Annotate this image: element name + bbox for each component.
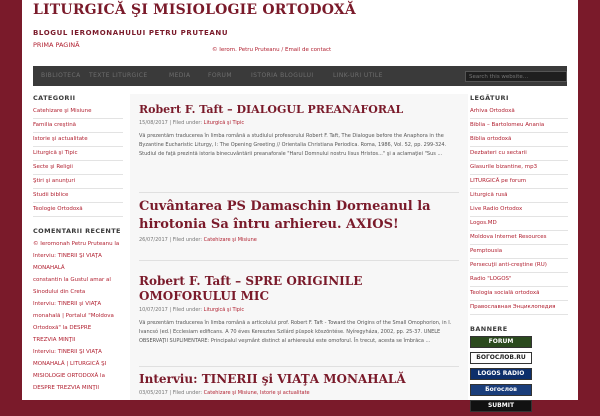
banner-forum[interactable]: FORUM [470,336,532,348]
banners-list [470,336,568,416]
post-item [139,274,461,346]
post-date: 10/07/2017 [139,307,168,313]
recent-comment-line[interactable]: © Ieromonah Petru Pruteanu la [33,241,120,247]
recent-comment-line[interactable]: Interviu: TINERII ŞI VIAŢA [33,253,102,259]
recent-comment-line[interactable]: Ortodoxă" la DESPRE [33,325,92,331]
post-divider [139,260,459,261]
recent-comment-line[interactable]: Interviu: TINERII ŞI VIAŢA [33,349,102,355]
post-item [139,198,461,243]
recent-comments-list [33,238,123,394]
post-meta: 15/08/2017 | Filed under: Liturgică şi Tipic [139,120,245,126]
link-item[interactable]: Biblia ortodoxă [470,133,568,147]
post-date: 26/07/2017 [139,237,168,243]
post-date: 03/05/2017 [139,390,168,396]
home-link[interactable]: PRIMA PAGINĂ [33,41,80,49]
post-title[interactable]: Robert F. Taft – SPRE ORIGINILE OMOFORULUI MIC [139,274,363,303]
post-divider [139,192,459,193]
link-item[interactable]: Teologia socială ortodoxă [470,287,568,301]
link-item[interactable]: Православная Энциклопедия [470,301,568,315]
nav-item-biblioteca[interactable]: BIBLIOTECA [41,72,81,79]
post-category-link[interactable]: Catehizare şi Misiune, Istorie şi actualitate [203,390,310,396]
link-item[interactable]: Biblia – Bartolomeu Anania [470,119,568,133]
category-item[interactable]: Secte şi Religii [33,161,123,175]
recent-comment-line[interactable]: MONAHALĂ | LITURGICĂ ŞI [33,361,107,367]
link-item[interactable]: Logos.MD [470,217,568,231]
link-item[interactable]: Radio "LOGOS" [470,273,568,287]
recent-comment-line[interactable]: MISIOLOGIE ORTODOXĂ la [33,373,105,379]
post-title[interactable]: Robert F. Taft – DIALOGUL PREANAFORAL [139,103,404,116]
link-item[interactable]: Glasurile bizantine, mp3 [470,161,568,175]
post-category-link[interactable]: Liturgică şi Tipic [203,120,245,126]
recent-comment-line[interactable]: Sinodului din Creta [33,289,86,295]
category-item[interactable]: Istorie şi actualitate [33,133,123,147]
link-item[interactable]: Live Radio Ortodox [470,203,568,217]
banner-submit[interactable]: SUBMIT [470,400,532,412]
post-divider [139,366,459,367]
banner-logos-radio[interactable]: LOGOS RADIO [470,368,532,380]
right-sidebar [470,94,568,416]
banner-bogoslov-2[interactable]: Богослов [470,384,532,396]
post-filed-label: Filed under: [172,237,203,243]
nav-item-media[interactable]: MEDIA [169,72,191,79]
nav-item-forum[interactable]: FORUM [208,72,232,79]
post-filed-label: Filed under: [172,390,203,396]
recent-comment-line[interactable]: monahală | Portalul "Moldova [33,313,114,319]
nav-item-texte-liturgice[interactable]: TEXTE LITURGICE [89,72,148,79]
recent-comment-line[interactable]: DESPRE TREZVIA MINŢII [33,385,99,391]
post-title[interactable]: Cuvântarea PS Damaschin Dorneanul la hirotonia Sa întru arhiereu. AXIOS! [139,199,431,232]
categories-heading: CATEGORII [33,94,76,102]
search-input[interactable] [465,71,567,82]
left-sidebar [33,94,123,394]
post-filed-label: Filed under: [172,120,203,126]
site-title[interactable]: LITURGICĂ ŞI MISIOLOGIE ORTODOXĂ [33,2,356,18]
recent-comment-line[interactable]: Interviu: TINERII şi VIAŢA [33,301,102,307]
category-item[interactable]: Liturgică şi Tipic [33,147,123,161]
banners-heading: BANNERE [470,325,508,333]
nav-item-link-uri-utile[interactable]: LINK-URI UTILE [333,72,383,79]
recent-comment-line[interactable]: TREZVIA MINŢII [33,337,76,343]
link-item[interactable]: Dezbateri cu sectarii [470,147,568,161]
banner-bogoslov[interactable]: БОГОСЛОВ.RU [470,352,532,364]
author-contact-link[interactable]: © Ierom. Petru Pruteanu / Email de contact [212,47,332,53]
category-item[interactable]: Studii biblice [33,189,123,203]
post-meta: 26/07/2017 | Filed under: Catehizare şi Misiune [139,237,257,243]
recent-comment-line[interactable]: constantin la Gustul amar al [33,277,111,283]
main-navbar [33,66,567,86]
post-filed-label: Filed under: [172,307,203,313]
category-item[interactable]: Catehizare şi Misiune [33,105,123,119]
category-item[interactable]: Familia creştină [33,119,123,133]
post-date: 15/08/2017 [139,120,168,126]
post-category-link[interactable]: Catehizare şi Misiune [203,237,257,243]
post-meta: 10/07/2017 | Filed under: Liturgică şi Tipic [139,307,245,313]
link-item[interactable]: Liturgică rusă [470,189,568,203]
link-item[interactable]: Moldova Internet Resources [470,231,568,245]
link-item[interactable]: Arhiva Ortodoxă [470,105,568,119]
links-heading: LEGĂTURI [470,94,509,102]
post-excerpt: Vă prezentăm traducerea în limba română a studiului profesorului Robert F. Taft, The Dialogue before the Anaphora in the Byzantine Eucharistic Liturgy, I: The Opening Greeting // Orientalia Christiana Periodica. Roma, 1986, Vol. 52, pp. 299-324. Studiul de faţă prezintă istoria binecuvântării preanaforale "Harul Domnului nostru Iisus Hristos..." şi a aclamaţiei "Sus ... [139,133,447,157]
main-content [130,94,468,400]
category-item[interactable]: Teologie Ortodoxă [33,203,123,217]
post-title[interactable]: Interviu: TINERII şi VIAŢA MONAHALĂ [139,372,406,386]
link-item[interactable]: LITURGICĂ pe forum [470,175,568,189]
link-item[interactable]: Persecuţii anti-creştine (RU) [470,259,568,273]
category-item[interactable]: Ştiri şi anunţuri [33,175,123,189]
link-item[interactable]: Pemptousia [470,245,568,259]
recent-comments-heading: COMENTARII RECENTE [33,227,121,235]
post-category-link[interactable]: Liturgică şi Tipic [203,307,245,313]
post-item [139,102,461,159]
post-excerpt: Vă prezentăm traducerea în limba română a articolului prof. Robert F. Taft - Toward the Origins of the Small Omophorion, in I. Ivancsó (ed.) Ecclesiam edificans. A 70 éves Keresztes Szilárd püspok köszöntése. Nyíregyháza, 2002, pp. 25-37. UNELE OBSERVAŢII SUPLIMENTARE: Principalul veşmânt distinct al arhiereului este omoforul. În trecut, acesta se îmbrăca ... [139,320,452,344]
recent-comment-line[interactable]: MONAHALĂ [33,265,65,271]
page [22,0,578,409]
post-item [139,372,461,396]
nav-item-istoria-blogului[interactable]: ISTORIA BLOGULUI [251,72,314,79]
post-meta: 03/05/2017 | Filed under: Catehizare şi Misiune, Istorie şi actualitate [139,390,310,396]
site-tagline: BLOGUL IEROMONAHULUI PETRU PRUTEANU [33,29,229,37]
